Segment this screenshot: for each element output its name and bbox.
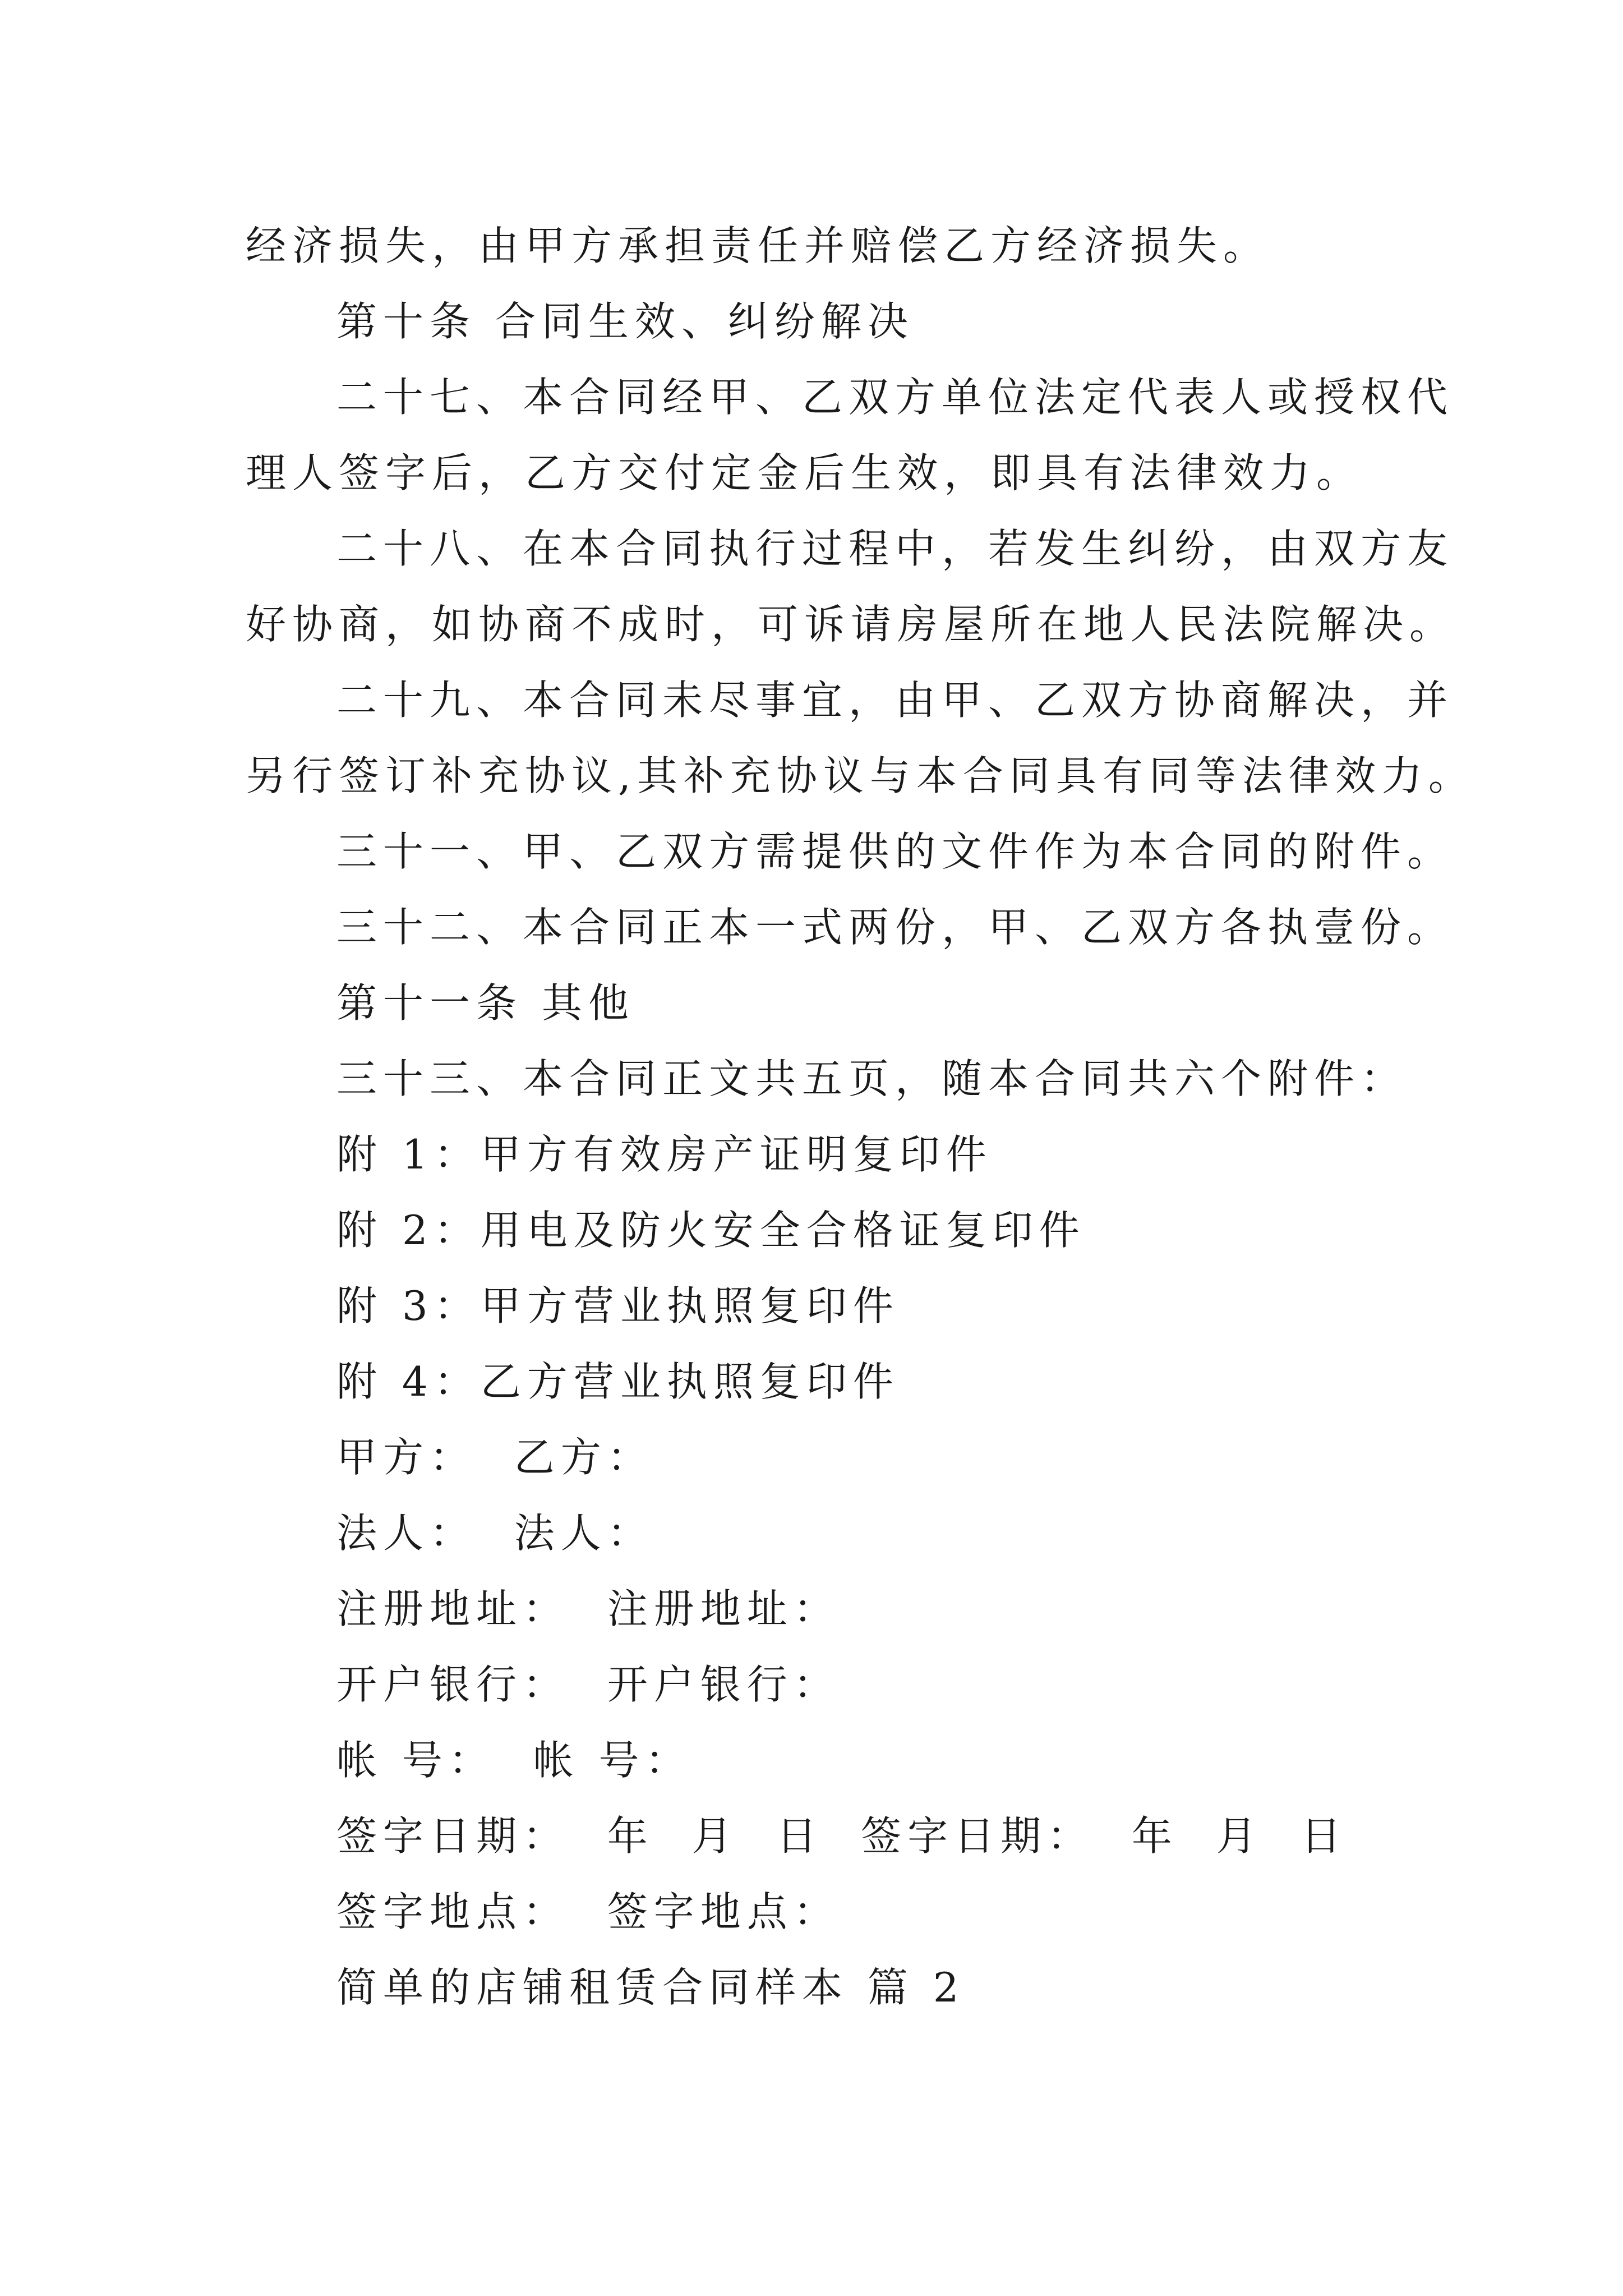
body-text-line: 经济损失，由甲方承担责任并赔偿乙方经济损失。 <box>246 222 1270 269</box>
clause-27-line-1: 二十七、本合同经甲、乙双方单位法定代表人或授权代 <box>336 374 1454 421</box>
clause-29-line-1: 二十九、本合同未尽事宜，由甲、乙双方协商解决，并 <box>336 677 1454 724</box>
clause-31: 三十一、甲、乙双方需提供的文件作为本合同的附件。 <box>336 828 1454 875</box>
attachment-2: 附 2：用电及防火安全合格证复印件 <box>336 1207 1086 1254</box>
clause-29-line-2: 另行签订补充协议,其补充协议与本合同具有同等法律效力。 <box>246 752 1475 799</box>
account-numbers: 帐 号： 帐 号： <box>336 1737 692 1784</box>
attachment-3: 附 3：甲方营业执照复印件 <box>336 1282 900 1329</box>
clause-27-line-2: 理人签字后，乙方交付定金后生效，即具有法律效力。 <box>246 449 1363 496</box>
attachment-1: 附 1：甲方有效房产证明复印件 <box>336 1131 993 1178</box>
bank-accounts-bank: 开户银行： 开户银行： <box>336 1661 840 1708</box>
attachment-4: 附 4：乙方营业执照复印件 <box>336 1358 900 1405</box>
legal-persons: 法人： 法人： <box>336 1510 654 1557</box>
section-heading-11: 第十一条 其他 <box>336 979 635 1027</box>
signing-places: 签字地点： 签字地点： <box>336 1888 840 1935</box>
registered-addresses: 注册地址： 注册地址： <box>336 1585 840 1632</box>
next-document-title: 简单的店铺租赁合同样本 篇 2 <box>336 1964 965 2011</box>
party-names: 甲方： 乙方： <box>336 1434 654 1481</box>
section-heading-10: 第十条 合同生效、纠纷解决 <box>336 298 914 345</box>
clause-28-line-1: 二十八、在本合同执行过程中，若发生纠纷，由双方友 <box>336 525 1454 572</box>
clause-32: 三十二、本合同正本一式两份，甲、乙双方各执壹份。 <box>336 904 1454 951</box>
signing-dates: 签字日期： 年 月 日 签字日期： 年 月 日 <box>336 1812 1348 1860</box>
clause-33: 三十三、本合同正文共五页，随本合同共六个附件： <box>336 1055 1408 1102</box>
clause-28-line-2: 好协商，如协商不成时，可诉请房屋所在地人民法院解决。 <box>246 601 1456 648</box>
